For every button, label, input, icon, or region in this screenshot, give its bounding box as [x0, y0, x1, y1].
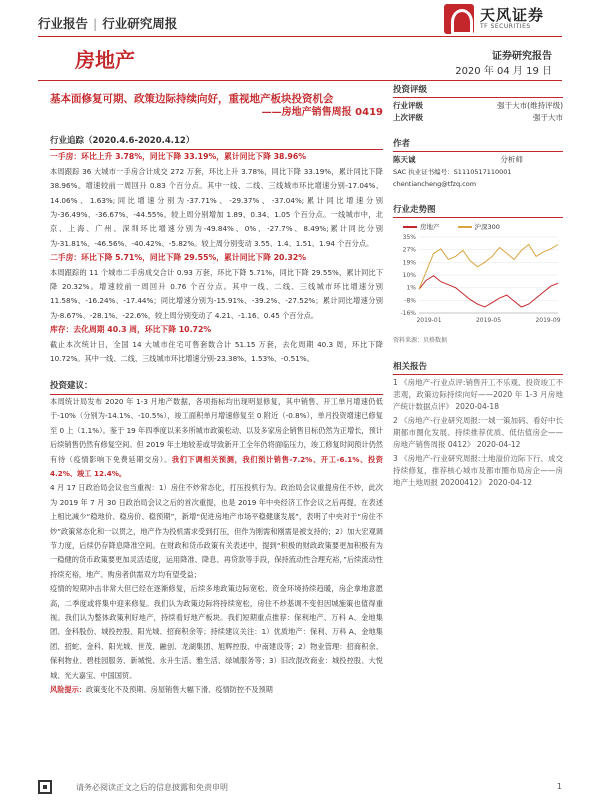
- report-subcategory: 行业研究周报: [102, 16, 178, 31]
- y-tick-label: 10%: [402, 272, 416, 279]
- legend-item-property: [403, 221, 440, 233]
- prev-rating-label: 上次评级: [393, 113, 423, 122]
- author-role: 分析师: [500, 155, 523, 164]
- disclaimer-text: 请务必阅读正文之后的信息披露和免责申明: [76, 783, 228, 792]
- advice-forecast: 我们下调相关预测，我们预计销售-7.2%、开工-6.1%、投资 4.2%、竣工 12.4%。: [50, 454, 383, 478]
- legend-swatch: [403, 226, 417, 228]
- report-date: 2020 年 04 月 19 日: [455, 66, 552, 77]
- y-tick-label: -16%: [400, 310, 416, 317]
- author-name: 陈天诚: [393, 155, 416, 164]
- y-tick-label: -8%: [404, 297, 416, 305]
- legend-item-hs300: [458, 221, 500, 233]
- author-sac: SAC 执业证书编号：S1110517110001: [393, 168, 512, 176]
- advice-paragraph-3: 疫情的短期冲击非常大但已经在逐渐修复，后续多地政策边际宽松、资金环境持续趋暖，房企拿地意愿高，二季度或将集中迎来修复。我们认为政策边际将持续宽松，房住不炒基调不变但因城施策也值得重视。我们认为整体政策利好地产，持续看好地产板块。我们短期重点推荐：保利地产、万科 A、金地集团、金科股份、城投控股、阳光城、招商积余等；持续建议关注：1）优质地产：保利、万科 A、金地集团、招蛇、金科、阳光城、世茂、融创、龙湖集团、旭辉控股、中南建设等；2）物业管理：招商积余、保利物业、碧桂园服务、新城悦、永升生活、雅生活、绿城服务等；3）旧改混改商业：城投控股、大悦城、光大嘉宝、中国国贸。: [50, 584, 383, 680]
- trend-heading: 行业走势图: [393, 204, 563, 218]
- advice-paragraph-1: [50, 395, 383, 481]
- main-column: [50, 92, 383, 697]
- chart-source: 资料来源：贝格数据: [393, 337, 448, 344]
- prev-rating-row: [393, 112, 563, 124]
- legend-label: 沪深300: [474, 223, 500, 231]
- risk-paragraph: [50, 683, 383, 697]
- separator: |: [93, 16, 98, 31]
- y-tick-label: 1%: [406, 284, 416, 292]
- logo-mark-icon: [444, 4, 474, 34]
- tf-securities-logo: [444, 4, 564, 38]
- logo-subtitle: TF SECURITIES: [480, 23, 531, 30]
- related-report-1[interactable]: 1 《房地产-行业点评:销售开工不乐观、投资竣工不悲观，政策边际持续向好——2020 年 1-3 月房地产统计数据点评》 2020-04-18: [393, 378, 563, 411]
- sidebar: [393, 76, 563, 489]
- new-home-paragraph: 本周跟踪 36 大城市一手房合计成交 272 万套，环比上升 3.78%，同比下降 33.19%，累计同比下降 38.96%。增速较前一周回升 0.83 个百分点。其中一线、二线、三线城市环比增速分别-17.04%、14.06%、1.63%;同比增速分别为-37.71%、-29.37%、-37.04%;累计同比增速分别为-36.49%、-36.67%、-44.55%。较上周分别增加 1.89、0.34、1.05 个百分点。一线城市中，北京、上海、广州、深圳环比增速分别为-49.84%、0%、-27.7%、8.49%;累计同比分别为-31.81%、-46.56%、-40.42%、-5.82%。较上周分别变动 3.55、1.4、1.51、1.94 个百分点。: [50, 166, 383, 248]
- advice-text-1: 本周统计局发布 2020 年 1-3 月地产数据，各项指标均出现明显修复，其中销售、开工单月增速仍低于-10%（分别为-14.1%、-10.5%），竣工面积单月增速修复至 0 附近（-0.8%），单月投资增速已修复至 0 上（1.1%）。鉴于 19 年四季度以来多所城市政策松动、以及多家房企销售目标仍然为正增长，预计后续销售仍然有修复空间。但 2019 年土地较差或导致新开工全年仍将面临压力，竣工修复时间预计仍然有待（疫情影响下免费延期交房）。: [50, 396, 383, 464]
- author-row: [393, 154, 563, 166]
- rating-row: [393, 100, 563, 112]
- qr-code-icon: [38, 780, 52, 794]
- report-type: 证券研究报告: [492, 51, 552, 62]
- footer: [38, 780, 562, 796]
- author-email[interactable]: chentiancheng@tfzq.com: [393, 180, 477, 188]
- risk-label: 风险提示：: [50, 685, 86, 695]
- y-tick-label: 27%: [402, 246, 416, 254]
- rating-heading: 投资评级: [393, 84, 563, 98]
- x-tick-label: 2019-01: [416, 317, 442, 324]
- y-tick-label: 19%: [402, 259, 416, 267]
- legend-label: 房地产: [420, 223, 440, 231]
- x-tick-label: 2019-05: [475, 317, 502, 324]
- related-report-3[interactable]: 3 《房地产-行业研究周报:土地溢价边际下行、成交持续修复，推荐核心城市及都市圈布局房企——房地产土地周报 20200412》 2020-04-12: [393, 454, 563, 487]
- related-report-2[interactable]: 2 《房地产-行业研究周报:一城一策加码、看好中长期都市圈化发展、持续推荐优质、低估值房企——房地产销售周报 0412》 2020-04-12: [393, 416, 563, 449]
- inventory-paragraph: 截止本次统计日，全国 14 大城市住宅可售套数合计 51.15 万套，去化周期 40.3 周，环比下降 10.72%。其中一线、二线、三线城市环比增速分别-23.38%、1.53%、-0.51%。: [50, 339, 383, 364]
- tracking-heading: 行业追踪（2020.4.6-2020.4.12）: [50, 134, 383, 150]
- report-category: 行业报告: [38, 16, 89, 31]
- resale-heading: 二手房：环比下降 5.71%，同比下降 29.55%，累计同比下降 20.32%: [50, 253, 307, 263]
- y-tick-label: 35%: [402, 234, 416, 241]
- risk-text: 政策变化不及预期、房屋销售大幅下滑、疫情防控不及预期: [85, 685, 273, 695]
- series-line-0: [419, 276, 558, 307]
- series-line-1: [419, 245, 558, 290]
- advice-paragraph-2: 4 月 17 日政治局会议也当重视：1）房住不炒常态化，打压投机行为。政治局会议重提房住不炒，此次为 2019 年 7 月 30 日政治局会议之后的首次重提，也是 2019 年中央经济工作会议之后再提，在表述上相比减少“稳地价、稳房价、稳预期”，新增“促进房地产市场平稳健康发展”，表明了中央对于“房住不炒”政策常态化和一以贯之，地产作为投机需求受到打压，但作为刚需和刚需是被支持的；2）加大宏观调节力度，后续仍存降息降准空间。在财政和货币政策有关表述中，提到“积极的财政政策要更加积极有为一稳健的货币政策要更加灵活适度，运用降准、降息、再贷款等手段，保持流动性合理充裕，”后续流动性持续充裕，地产、购房者供需双方均有望受益；: [50, 483, 383, 579]
- related-heading: 相关报告: [393, 361, 563, 375]
- trend-chart: [393, 233, 563, 333]
- rating-label: 行业评级: [393, 101, 423, 110]
- inventory-heading: 库存：去化周期 40.3 周，环比下降 10.72%: [50, 325, 212, 335]
- report-subtitle: ——房地产销售周报 0419: [261, 107, 383, 118]
- new-home-heading: 一手房：环比上升 3.78%，同比下降 33.19%，累计同比下降 38.96%: [50, 152, 307, 162]
- page-number: 1: [556, 782, 562, 791]
- prev-rating-value: 强于大市: [533, 113, 563, 122]
- chart-legend: [393, 221, 563, 233]
- sector-title: 房地产: [75, 48, 135, 72]
- legend-swatch: [458, 226, 472, 228]
- author-heading: 作者: [393, 138, 563, 152]
- rating-value: 强于大市(维持评级): [497, 101, 563, 110]
- advice-heading: 投资建议：: [50, 379, 383, 395]
- header-rule: [38, 36, 562, 37]
- trend-chart-svg: [393, 233, 563, 333]
- report-title: 基本面修复可期、政策边际持续向好，重视地产板块投资机会: [50, 93, 334, 105]
- resale-paragraph: 本周跟踪的 11 个城市二手房成交合计 0.93 万套，环比下降 5.71%，同比下降 29.55%，累计同比下降 20.32%。增速较前一周回升 0.76 个百分点。其中一线、二线、三线城市环比增速分别 11.58%、-16.24%、-17.44%；同比增速分别为-15.91%、-39.2%、-27.52%；累计同比增速分别为-8.67%、-28.1%、-22.6%，较上周分别变动了 4.21、-1.16、0.45 个百分点。: [50, 267, 383, 320]
- logo-name: 天风证券: [480, 6, 545, 24]
- x-tick-label: 2019-09: [535, 317, 561, 324]
